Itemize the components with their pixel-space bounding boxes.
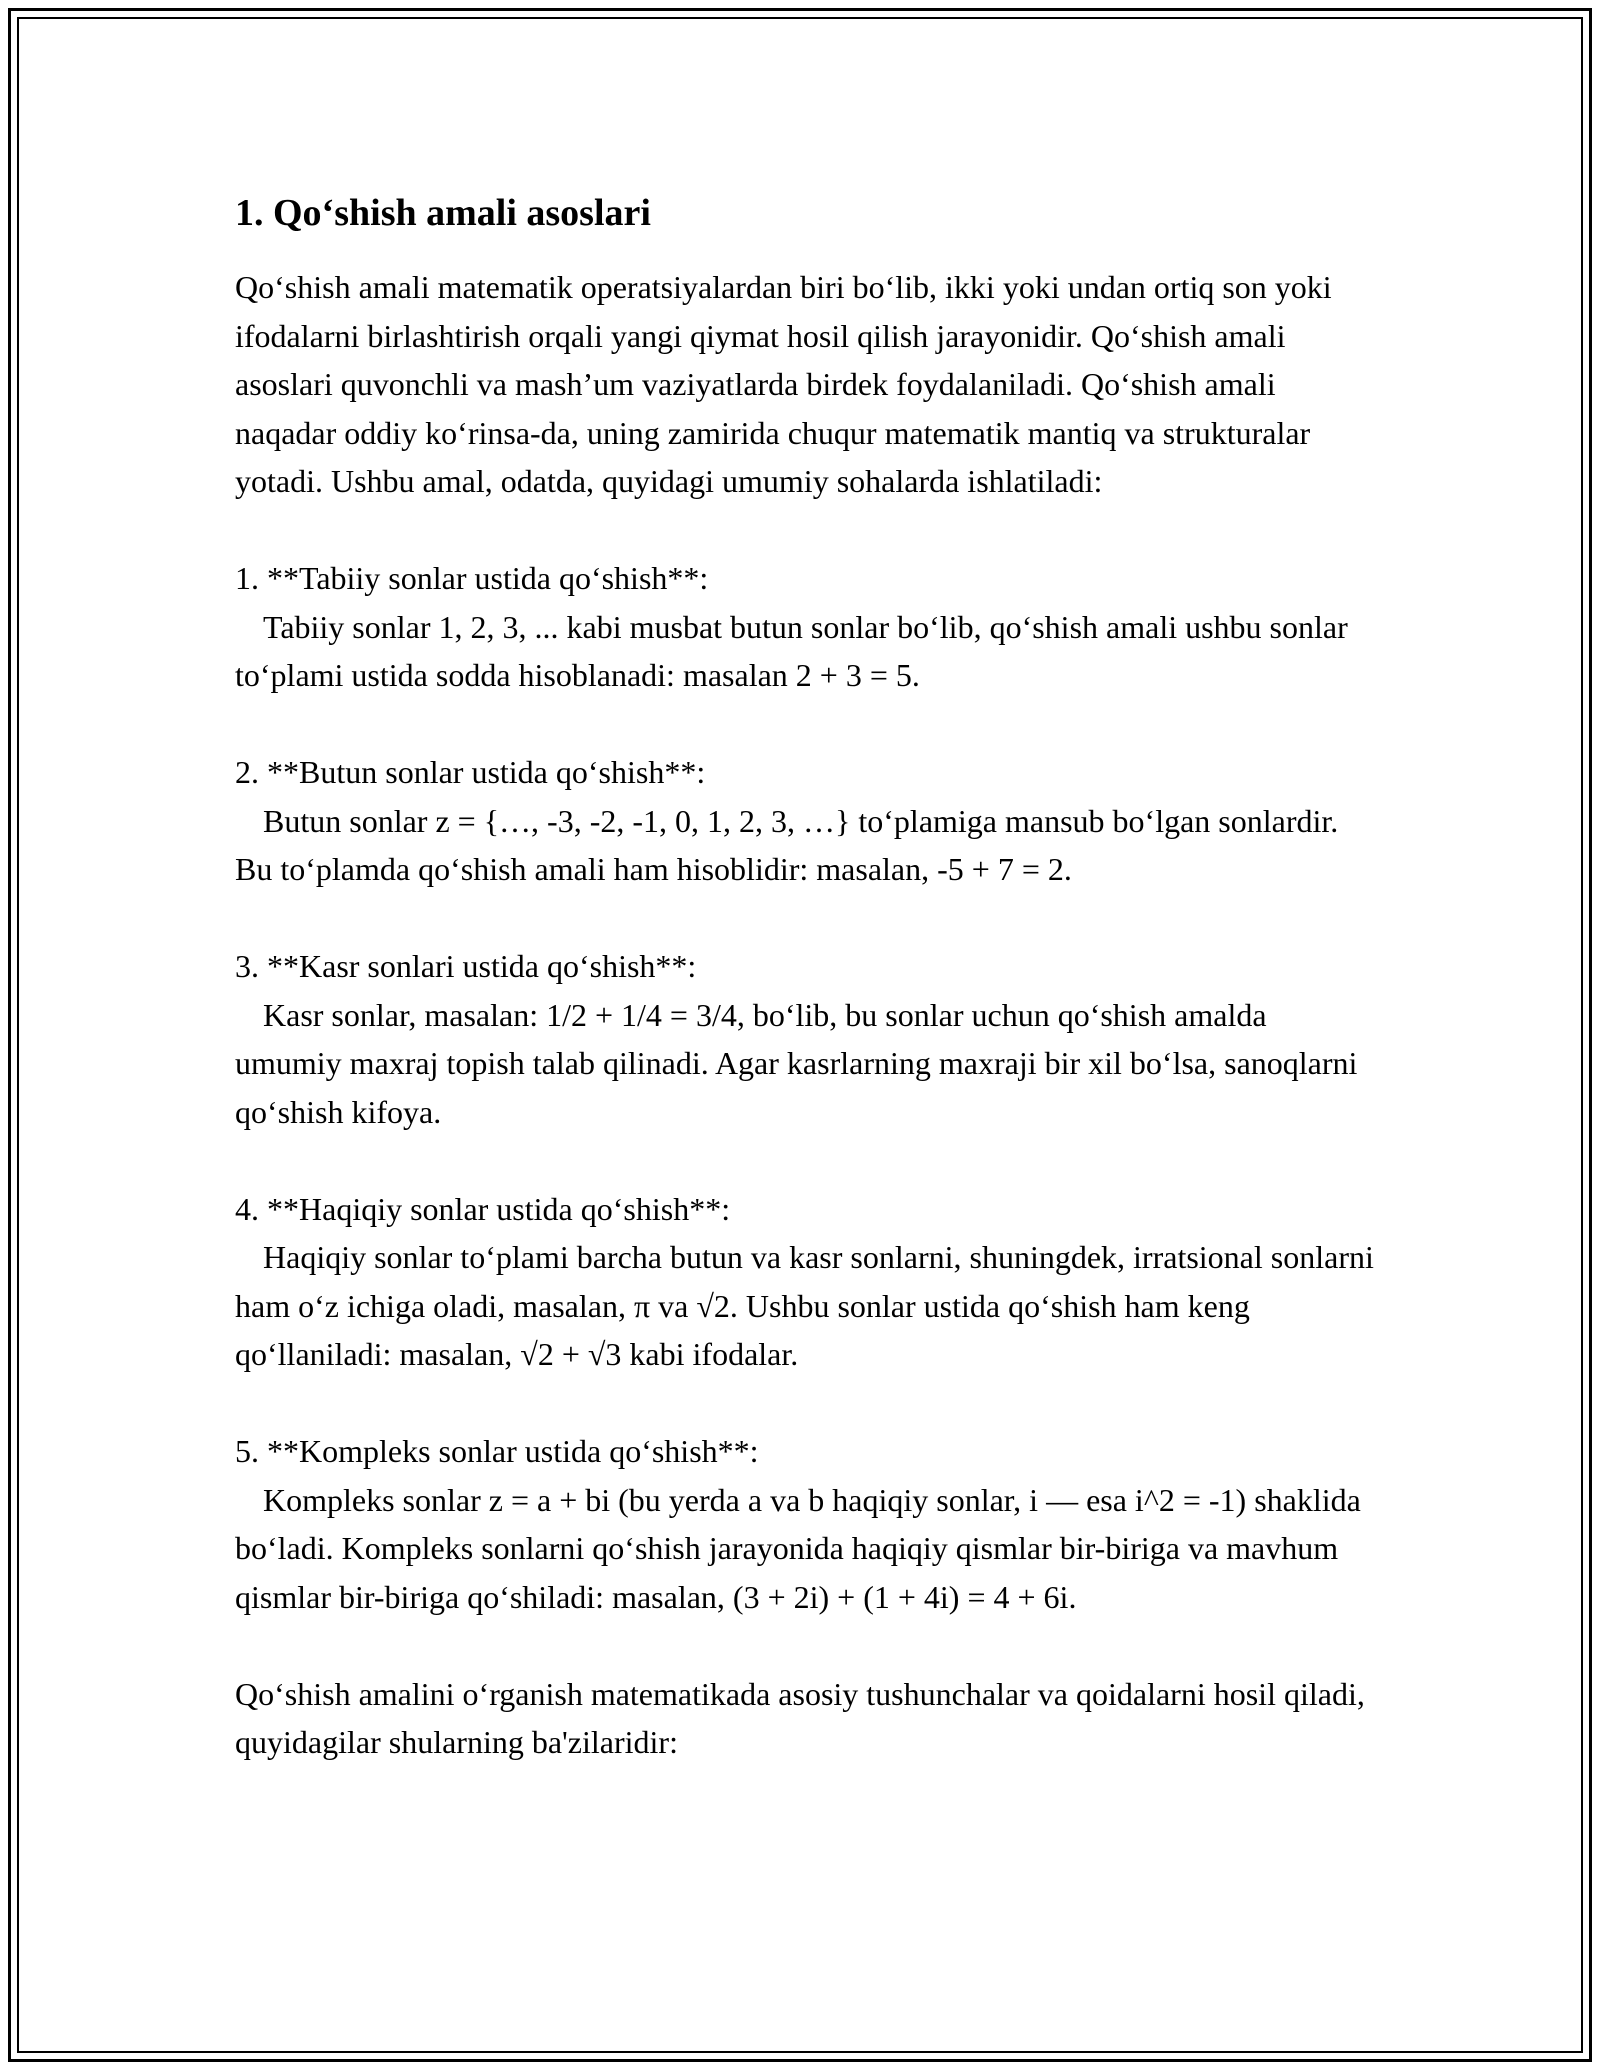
list-item-body: Butun sonlar z = {…, -3, -2, -1, 0, 1, 2, 3, …} to‘plamiga mansub bo‘lgan sonlardir. Bu to‘plamda qo‘shish amali ham hisoblidir: masalan, -5 + 7 = 2. xyxy=(235,802,1339,887)
list-item-body: Haqiqiy sonlar to‘plami barcha butun va kasr sonlarni, shuningdek, irratsional sonlarni ham o‘z ichiga oladi, masalan, π va √2. Ushbu sonlar ustida qo‘shish ham keng qo‘llaniladi: masalan, √2 + √3 kabi ifodalar. xyxy=(235,1239,1374,1372)
list-item-heading: 2. **Butun sonlar ustida qo‘shish**: xyxy=(235,754,706,790)
list-item-heading: 5. **Kompleks sonlar ustida qo‘shish**: xyxy=(235,1433,759,1469)
list-item-body: Kasr sonlar, masalan: 1/2 + 1/4 = 3/4, bo‘lib, bu sonlar uchun qo‘shish amalda umumiy maxraj topish talab qilinadi. Agar kasrlarning maxraji bir xil bo‘lsa, sanoqlarni qo‘shish kifoya. xyxy=(235,996,1358,1130)
list-item-body: Kompleks sonlar z = a + bi (bu yerda a va b haqiqiy sonlar, i — esa i^2 = -1) shaklida bo‘ladi. Kompleks sonlarni qo‘shish jarayonida haqiqiy qismlar bir-biriga va mavhum qismlar bir-biriga qo‘shiladi: masalan, (3 + 2i) + (1 + 4i) = 4 + 6i. xyxy=(235,1481,1361,1615)
list-item xyxy=(235,554,1375,700)
section-title: 1. Qo‘shish amali asoslari xyxy=(235,192,651,234)
list-item xyxy=(235,748,1375,894)
list-item xyxy=(235,1427,1375,1621)
list-item xyxy=(235,942,1375,1136)
intro-paragraph: Qo‘shish amali matematik operatsiyalardan biri bo‘lib, ikki yoki undan ortiq son yoki ifodalarni birlashtirish orqali yangi qiymat hosil qilish jarayonidir. Qo‘shish amali asoslari quvonchli va mash’um vaziyatlarda birdek foydalaniladi. Qo‘shish amali naqadar oddiy ko‘rinsa-da, uning zamirida chuqur matematik mantiq va strukturalar yotadi. Ushbu amal, odatda, quyidagi umumiy sohalarda ishlatiladi: xyxy=(235,269,1332,499)
list-item-heading: 4. **Haqiqiy sonlar ustida qo‘shish**: xyxy=(235,1190,731,1227)
list-item-heading: 1. **Tabiiy sonlar ustida qo‘shish**: xyxy=(235,560,709,596)
document-content xyxy=(235,185,1375,1767)
list-item-body: Tabiiy sonlar 1, 2, 3, ... kabi musbat butun sonlar bo‘lib, qo‘shish amali ushbu sonlar to‘plami ustida sodda hisoblanadi: masalan 2 + 3 = 5. xyxy=(235,608,1348,693)
list-item-heading: 3. **Kasr sonlari ustida qo‘shish**: xyxy=(235,948,697,984)
outro-paragraph: Qo‘shish amalini o‘rganish matematikada asosiy tushunchalar va qoidalarni hosil qiladi, quyidagilar shularning ba'zilaridir: xyxy=(235,1675,1365,1760)
list-item xyxy=(235,1185,1375,1379)
